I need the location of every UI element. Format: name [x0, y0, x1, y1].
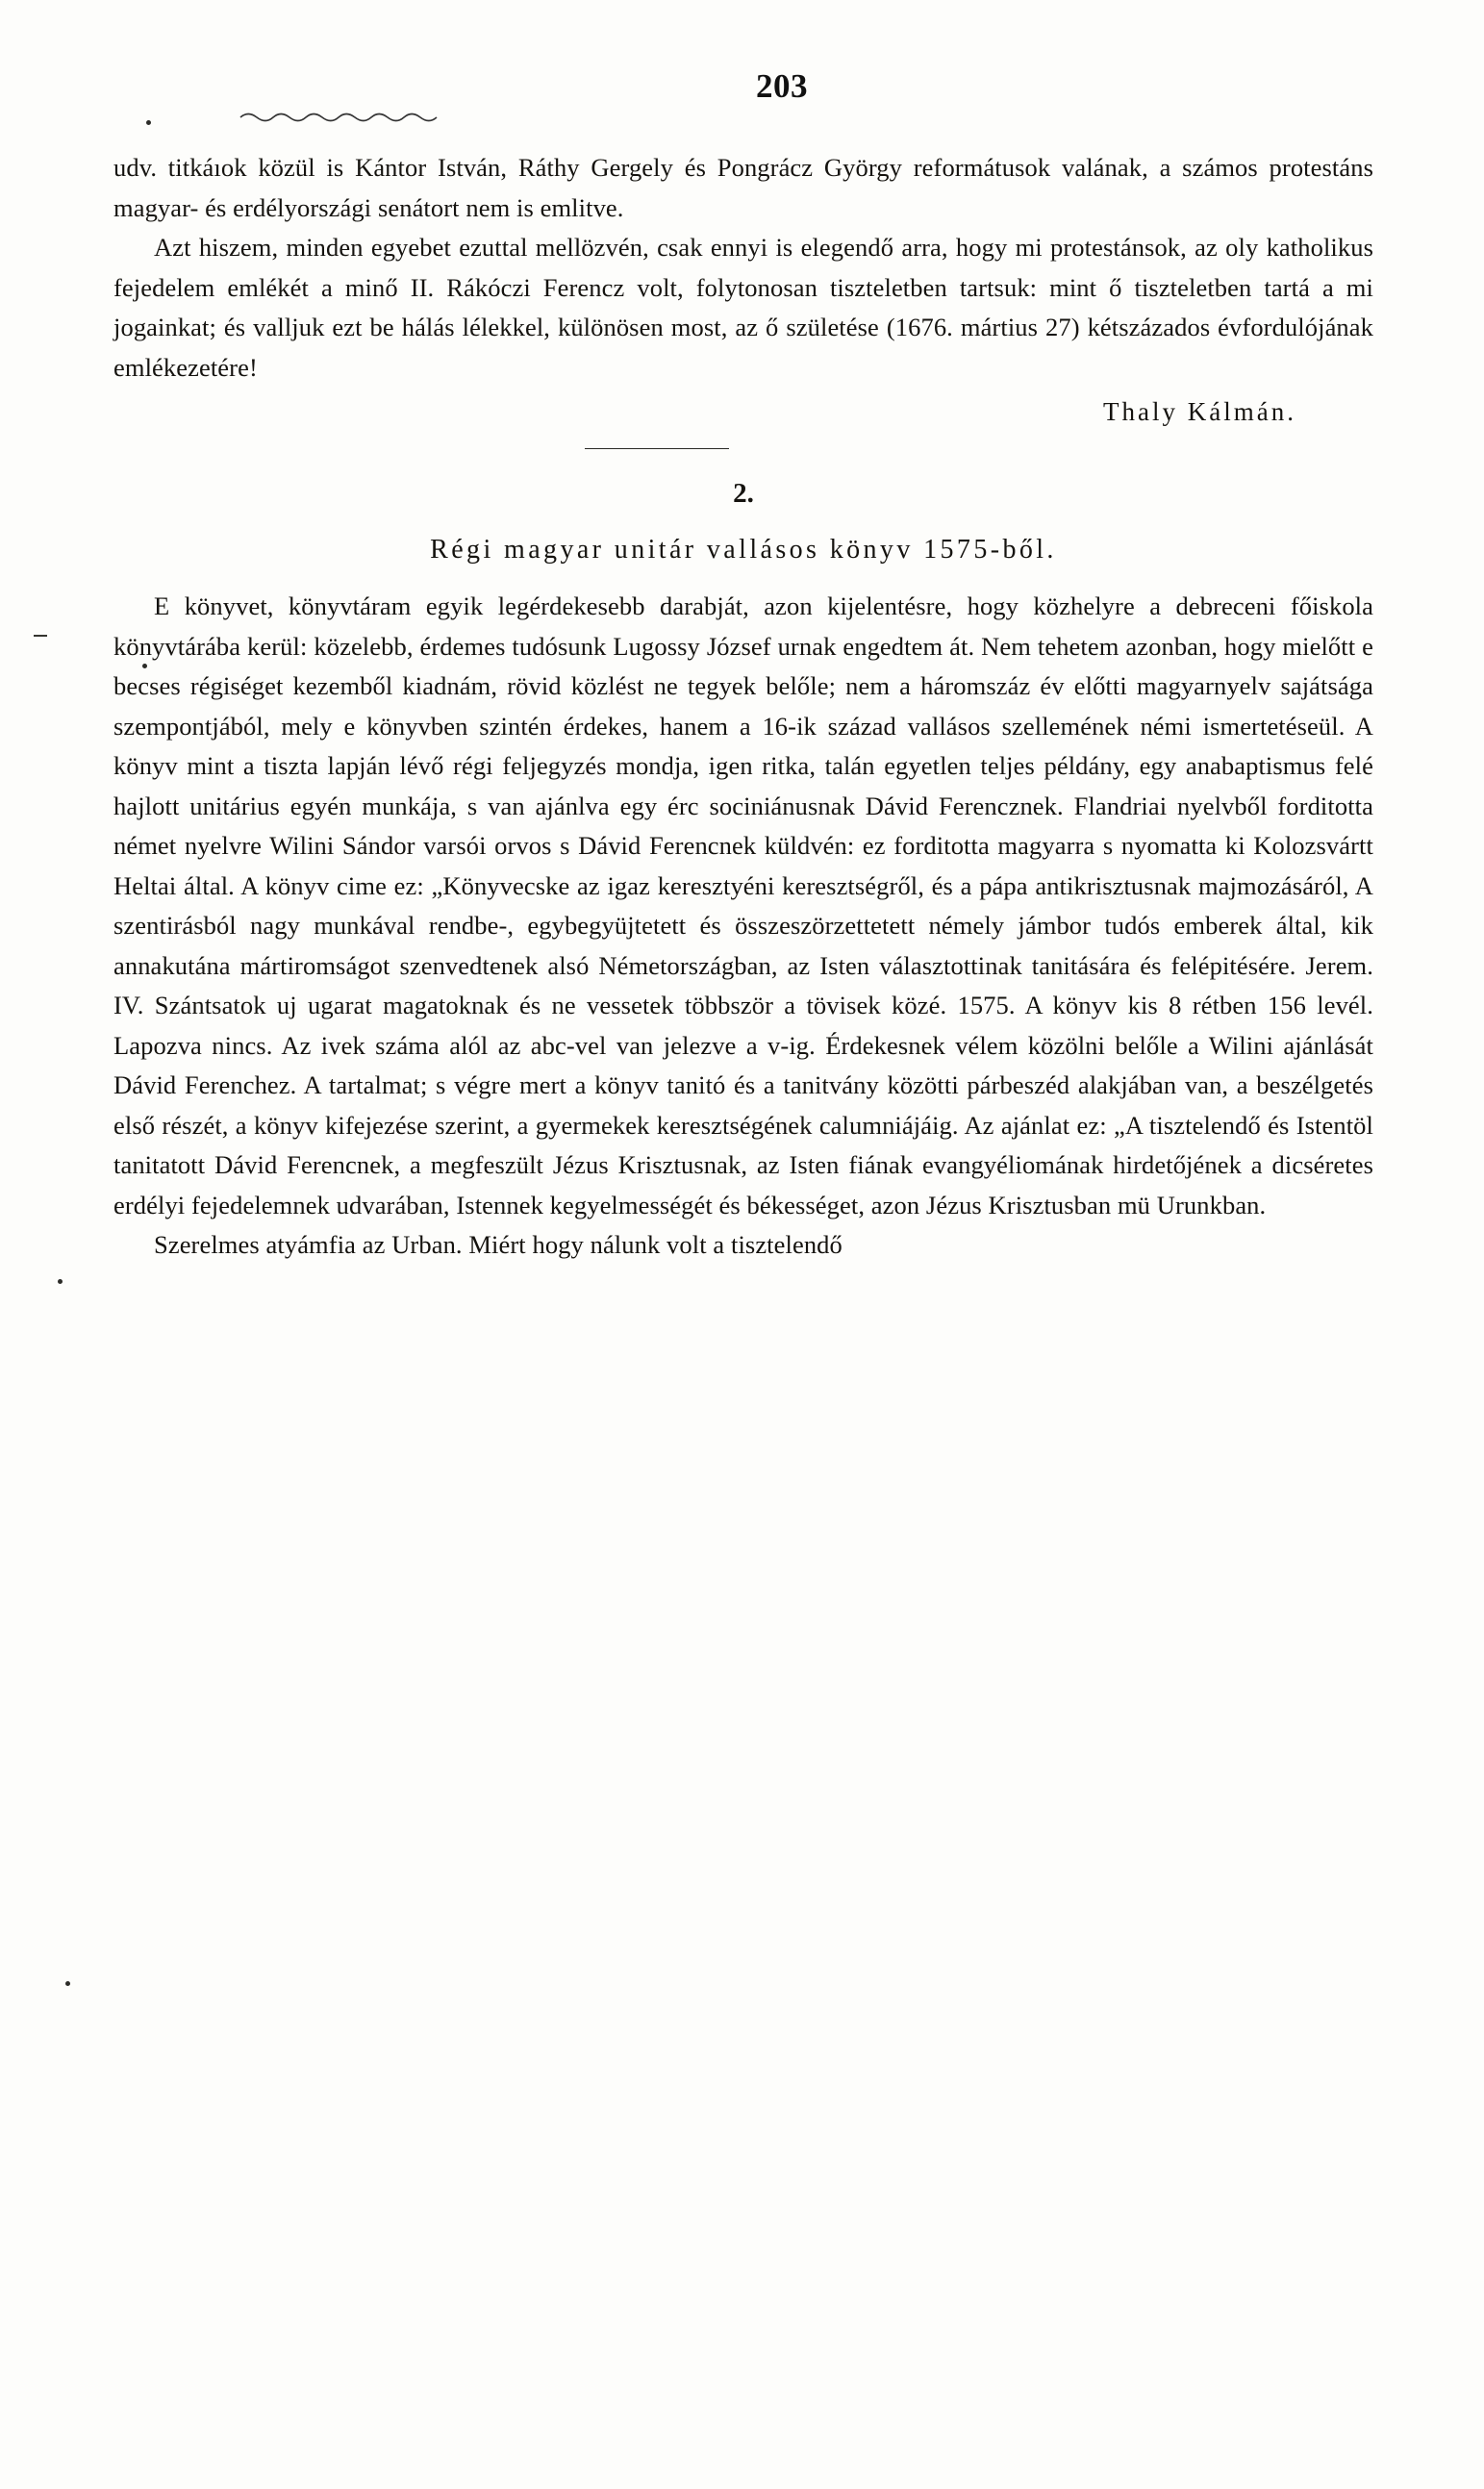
stray-mark	[65, 1981, 70, 1986]
stray-mark	[34, 635, 47, 637]
stray-mark	[58, 1279, 63, 1284]
section-number: 2.	[733, 478, 754, 509]
decorative-wave-rule	[239, 110, 440, 123]
paragraph-4: Szerelmes atyámfia az Urban. Miért hogy nálunk volt a tisztelendő	[154, 1230, 843, 1259]
paragraph-3: E könyvet, könyvtáram egyik legérdekesebb darabját, azon kijelentésre, hogy közhelyre a debreceni főiskola könyvtárába kerül: közelebb, érdemes tudósunk Lugossy József urnak engedtem át. Nem tehetem azonban, hogy mielőtt e becses régiséget kezemből kiadnám, rövid közlést ne tegyek belőle; nem a háromszáz év előtti magyarnyelv sajátsága szempontjából, mely e könyvben szintén érdekes, hanem a 16-ik század vallásos szellemének némi ismertetéseül. A könyv mint a tiszta lapján lévő régi feljegyzés mondja, igen ritka, talán egyetlen teljes példány, egy anabaptismus felé hajlott unitárius egyén munkája, s van ajánlva egy érc sociniánusnak Dávid Ferencznek. Flandriai nyelvből forditotta német nyelvre Wilini Sándor varsói orvos s Dávid Ferencnek küldvén: ez forditotta magyarra s nyomatta ki Kolozsvártt Heltai által. A könyv cime ez: „Könyvecske az igaz keresztyéni keresztségről, és a pápa antikrisztusnak majmozásáról, A szentirásból nagy munkával rendbe-, egybegyüjtetett és összeszörzettetett némely jámbor tudós emberek által, kik annakutána mártiromságot szenvedtenek alsó Németországban, az Isten választottinak tanitására és felépitésére. Jerem. IV. Szántsatok uj ugarat magatoknak és ne vessetek többször a tövisek közé. 1575. A könyv kis 8 rétben 156 levél. Lapozva nincs. Az ivek száma alól az abc-vel van jelezve a v-ig. Érdekesnek vélem közölni belőle a Wilini ajánlását Dávid Ferenchez. A tartalmat; s végre mert a könyv tanitó és a tanitvány közötti párbeszéd alakjában van, a beszélgetés első részét, a könyv kifejezése szerint, a gyermekek keresztségének calumniájáig. Az ajánlat ez: „A tisztelendő és Istentöl tanitatott Dávid Ferencnek, a megfeszült Jézus Krisztusnak, az Isten fiának evangyéliomának hirdetőjének a dicséretes erdélyi fejedelemnek udvarában, Istennek kegyelmességét és békességet, azon Jézus Krisztusban mü Urunkban.	[113, 591, 1373, 1219]
page-content	[113, 67, 1373, 1266]
paragraph-1: udv. titkáıok közül is Kántor István, Ráthy Gergely és Pongrácz György reformátusok valának, a számos protestáns magyar- és erdélyországi senátort nem is emlitve.	[113, 153, 1373, 222]
signature: Thaly Kálmán.	[1103, 397, 1296, 426]
paragraph-2: Azt hiszem, minden egyebet ezuttal mellözvén, csak ennyi is elegendő arra, hogy mi protestánsok, az oly katholikus fejedelem emlékét a minő II. Rákóczi Ferencz volt, folytonosan tiszteletben tartsuk: mint ő tiszteletben tartá a mi jogainkat; és valljuk ezt be hálás lélekkel, különösen most, az ő születése (1676. mártius 27) kétszázados évfordulójának emlékezetére!	[113, 233, 1373, 382]
body-text	[113, 148, 1373, 1266]
section-divider	[585, 448, 729, 449]
page-number: 203	[756, 67, 808, 105]
section-title: Régi magyar unitár vallásos könyv 1575-ből.	[430, 535, 1057, 565]
